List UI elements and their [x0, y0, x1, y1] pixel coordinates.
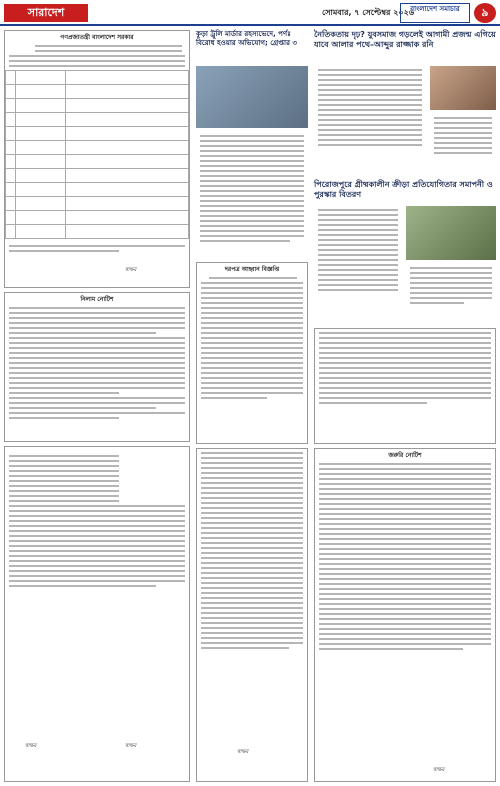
- news-photo-sports: [406, 206, 496, 260]
- sports-article-body: [314, 206, 402, 324]
- auction-title: নিলাম নোটিশ: [80, 296, 114, 303]
- tender-notice-left: [4, 30, 190, 288]
- right-headline: নৈতিকতায় দৃঢ়? যুবসমাজ গড়লেই আগামী প্রজন্ম এগিয়ে যাবে আলার পথে–আব্দুর রাজ্জাক রনি: [314, 30, 496, 49]
- center-article-body: [196, 132, 308, 256]
- sports-headline: পিরোজপুরে গ্রীষ্মকালীন ক্রীড়া প্রতিযোগিতার সমাপনী ও পুরস্কার বিতরণ: [314, 180, 493, 199]
- signature-left: স্বাক্ষর: [25, 743, 37, 749]
- center-notice-title: দরপত্র আহ্বান বিজ্ঞপ্তি: [224, 266, 280, 273]
- right-article-body-2: [430, 114, 496, 176]
- signature-right: স্বাক্ষর: [125, 743, 137, 749]
- urgent-notice: [314, 448, 496, 782]
- center-headline: কুড়া ট্রুলি মার্ডার রহস্যভেদে, পর্ণঃ বিরোধ হওয়ার অভিযোগ; গ্রেপ্তার ৩: [196, 30, 297, 47]
- section-title: সারাদেশ: [4, 4, 88, 22]
- urgent-notice-title: জরুরি নোটিশ: [388, 452, 422, 459]
- notice-right-mid: [314, 328, 496, 444]
- tender-notice-center: [196, 262, 308, 444]
- right-article-body: [314, 66, 426, 176]
- sports-article-body-2: [406, 264, 496, 324]
- signature-urgent: স্বাক্ষর: [433, 767, 445, 773]
- news-photo-person: [430, 66, 496, 110]
- signature: স্বাক্ষর: [125, 267, 137, 273]
- signature-center: স্বাক্ষর: [237, 749, 249, 755]
- auction-notice: [4, 292, 190, 442]
- center-bottom-notice: [196, 448, 308, 782]
- page-header: [0, 0, 500, 26]
- tender-table: [5, 70, 189, 239]
- notice-left-bottom: [4, 446, 190, 782]
- newspaper-logo: বাংলাদেশ সমাচার: [400, 3, 470, 23]
- notice-title: গণপ্রজাতন্ত্রী বাংলাদেশ সরকার: [60, 34, 134, 41]
- page-number: ৯: [474, 3, 496, 23]
- news-photo-police: [196, 66, 308, 128]
- issue-date: সোমবার, ৭ সেপ্টেম্বর ২০২৬: [322, 8, 415, 17]
